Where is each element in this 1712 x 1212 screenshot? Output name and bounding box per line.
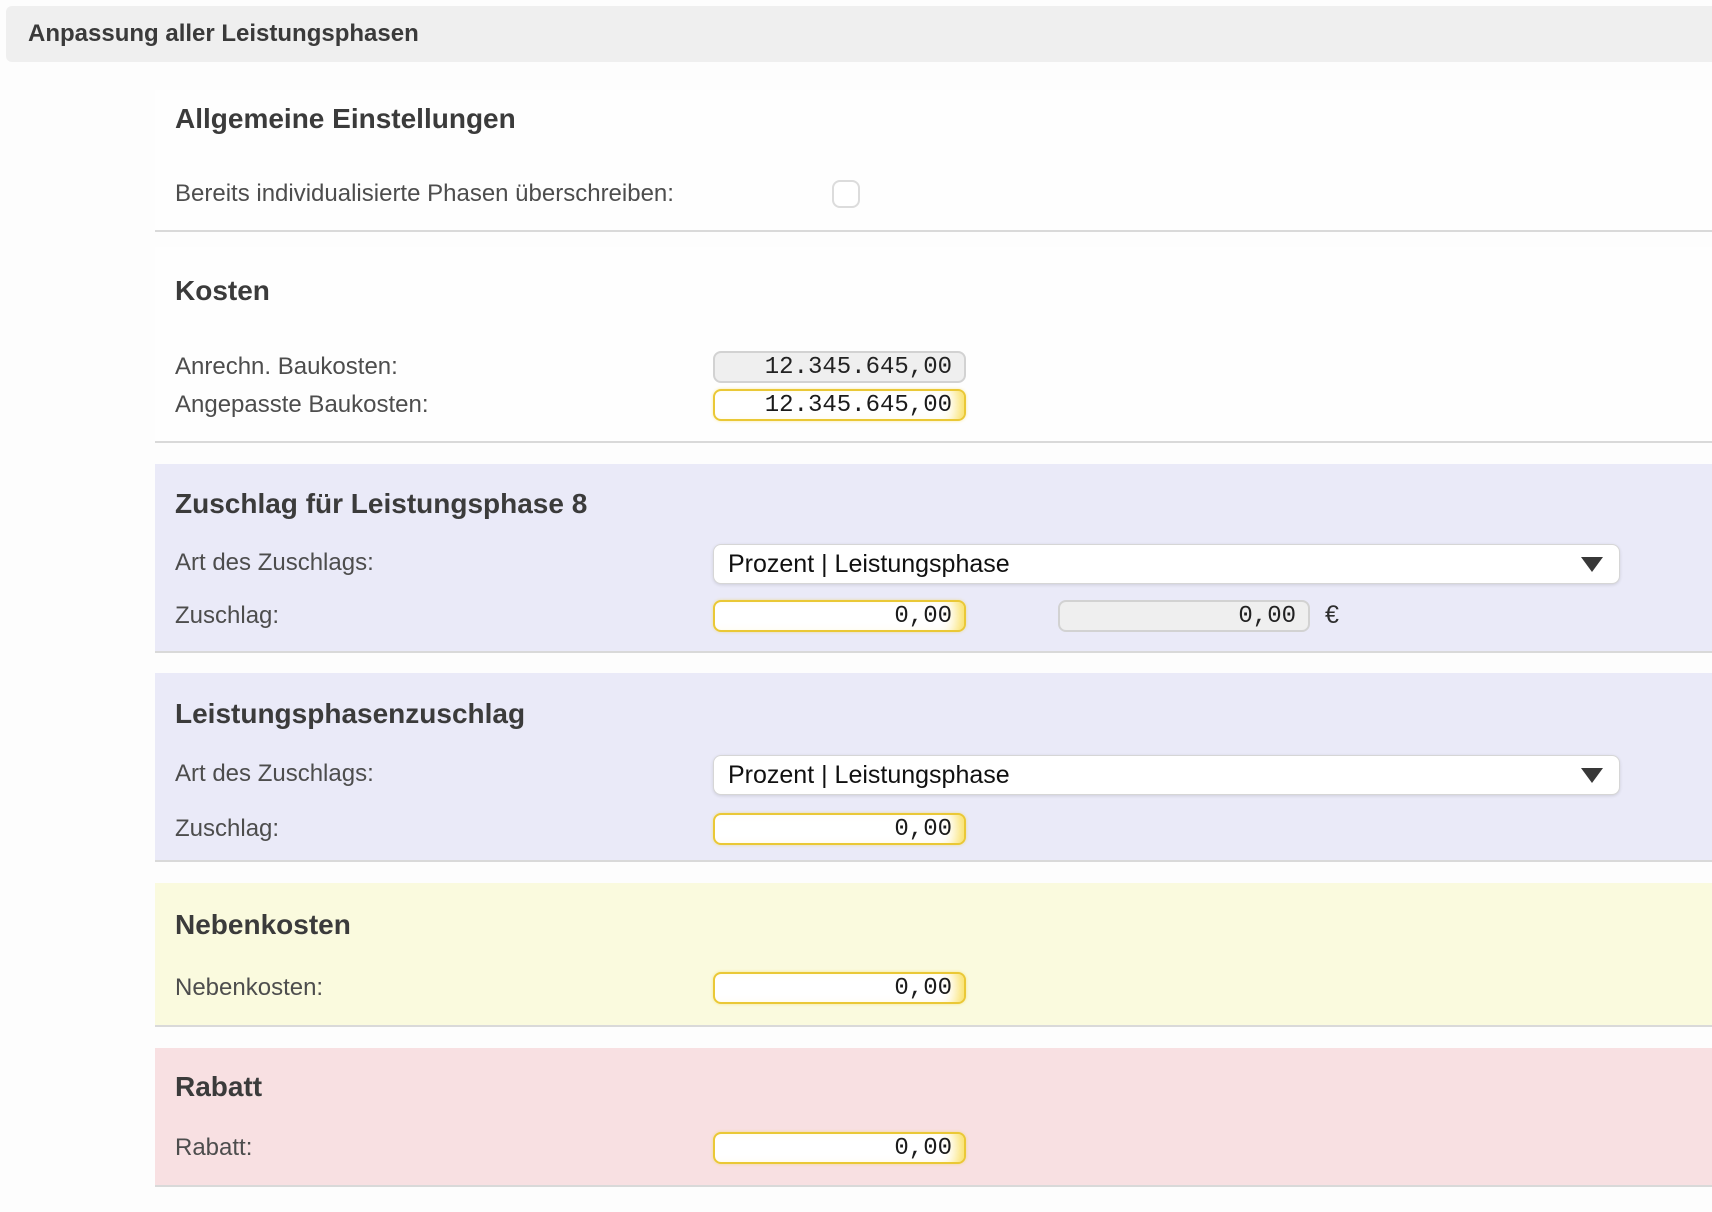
angepasste-baukosten-label: Angepasste Baukosten: [175, 391, 429, 418]
chevron-down-icon [1581, 557, 1603, 572]
art-des-zuschlags-label: Art des Zuschlags: [175, 549, 374, 576]
section-heading: Leistungsphasenzuschlag [175, 698, 526, 729]
dialog-title: Anpassung aller Leistungsphasen [28, 20, 419, 47]
dialog-titlebar [6, 6, 1712, 62]
section-leistungsphasenzuschlag [155, 673, 1712, 862]
section-heading: Allgemeine Einstellungen [175, 103, 516, 134]
section-zuschlag-lp8 [155, 464, 1712, 653]
chevron-down-icon [1581, 768, 1603, 783]
overwrite-phases-label: Bereits individualisierte Phasen überschreiben: [175, 180, 674, 207]
rabatt-input[interactable] [713, 1132, 966, 1164]
anrechn-baukosten-input [713, 351, 966, 383]
section-heading: Rabatt [175, 1071, 263, 1102]
section-heading: Zuschlag für Leistungsphase 8 [175, 488, 588, 519]
select-value: Prozent | Leistungsphase [728, 760, 1010, 789]
euro-symbol: € [1325, 601, 1339, 629]
art-des-zuschlags-select-lpz[interactable] [713, 755, 1620, 795]
zuschlag-label: Zuschlag: [175, 602, 280, 629]
art-des-zuschlags-select-lp8[interactable] [713, 544, 1620, 584]
section-kosten [155, 247, 1712, 443]
zuschlag-lp8-eur-input [1058, 600, 1310, 632]
art-des-zuschlags-label: Art des Zuschlags: [175, 760, 374, 787]
zuschlag-lp8-percent-input[interactable] [713, 600, 966, 632]
overwrite-phases-checkbox[interactable] [832, 180, 860, 208]
angepasste-baukosten-input[interactable] [713, 389, 966, 421]
zuschlag-label: Zuschlag: [175, 815, 280, 842]
section-heading: Nebenkosten [175, 909, 351, 940]
nebenkosten-label: Nebenkosten: [175, 974, 324, 1001]
leistungsphasenzuschlag-input[interactable] [713, 813, 966, 845]
select-value: Prozent | Leistungsphase [728, 549, 1010, 578]
section-allgemeine-einstellungen [155, 90, 1712, 232]
anrechn-baukosten-label: Anrechn. Baukosten: [175, 353, 398, 380]
section-nebenkosten [155, 883, 1712, 1027]
nebenkosten-input[interactable] [713, 972, 966, 1004]
section-rabatt [155, 1048, 1712, 1187]
section-heading: Kosten [175, 275, 270, 306]
rabatt-label: Rabatt: [175, 1134, 253, 1161]
